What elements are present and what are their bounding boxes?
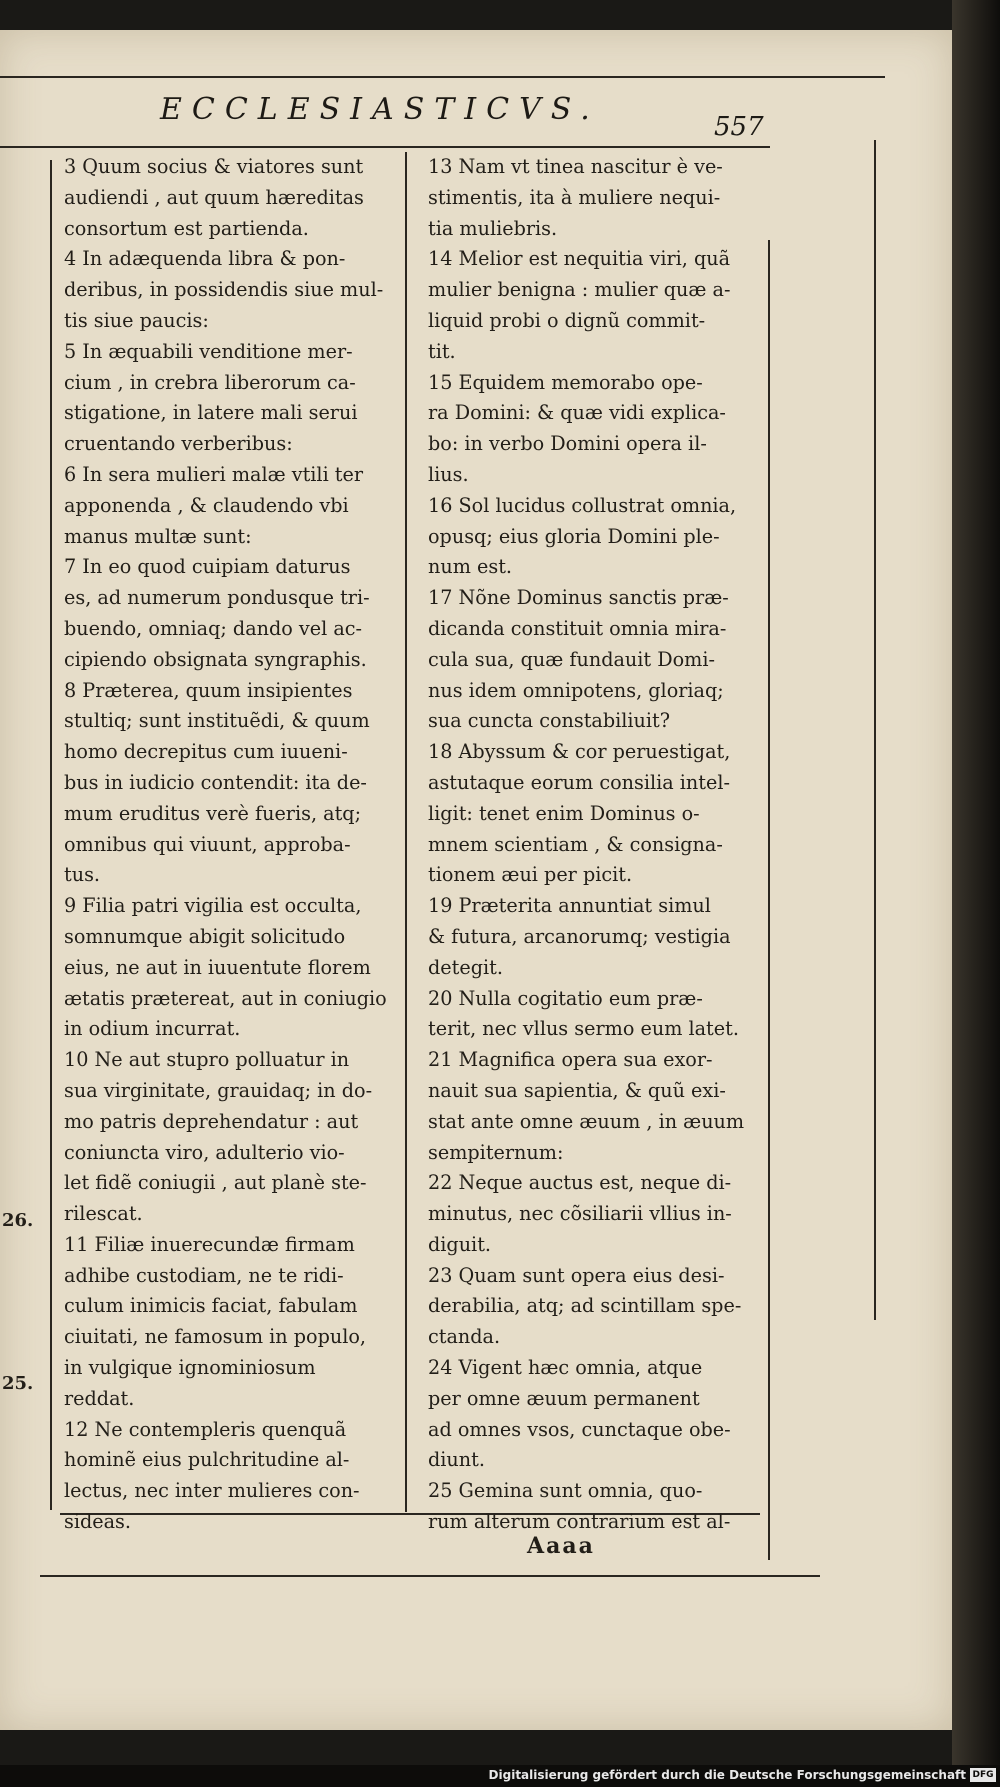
text-line: dicanda constituit omnia mira- [428,616,727,640]
text-line: cipiendo obsignata syngraphis. [64,647,367,671]
outer-right-rule [874,140,876,1320]
header-rule-top [0,76,885,78]
text-line: deribus, in possidendis siue mul- [64,278,384,302]
text-line: cium , in crebra liberorum ca- [64,370,356,394]
text-line: tionem æui per picit. [428,863,633,887]
text-line: sideas. [64,1510,132,1534]
text-line: 8 Præterea, quum insipientes [64,678,353,702]
column-divider [405,152,407,1512]
text-line: lectus, nec inter mulieres con- [64,1479,360,1503]
text-line: tit. [428,339,456,363]
text-line: 21 Magnifica opera sua exor- [428,1048,713,1072]
catchword-rule [40,1575,820,1577]
text-line: ra Domini: & quæ vidi explica- [428,401,726,425]
text-line: ligit: tenet enim Dominus o- [428,801,700,825]
margin-note: 26. [2,1210,34,1231]
text-line: per omne æuum permanent [428,1386,700,1410]
catchword: Aaaa [527,1533,595,1559]
text-line: 5 In æquabili venditione mer- [64,339,353,363]
text-line: detegit. [428,955,503,979]
text-line: sempiternum: [428,1140,564,1164]
left-frame-rule [50,160,52,1510]
text-line: culum inimicis faciat, fabulam [64,1294,358,1318]
text-line: let fidẽ coniugii , aut planè ste- [64,1171,367,1195]
text-line: 24 Vigent hæc omnia, atque [428,1356,703,1380]
text-line: sua cuncta constabiliuit? [428,709,671,733]
text-line: 19 Præterita annuntiat simul [428,894,711,918]
text-line: mnem scientiam , & consigna- [428,832,723,856]
dfg-logo: DFG [970,1768,996,1782]
text-line: stigatione, in latere mali serui [64,401,358,425]
text-line: somnumque abigit solicitudo [64,924,346,948]
text-line: cula sua, quæ fundauit Domi- [428,647,715,671]
text-line: 18 Abyssum & cor peruestigat, [428,740,731,764]
text-line: opusq; eius gloria Domini ple- [428,524,720,548]
text-line: tis siue paucis: [64,308,209,332]
running-title: ECCLESIASTICVS. [160,92,600,127]
text-line: 6 In sera mulieri malæ vtili ter [64,462,364,486]
text-line: 11 Filiæ inuerecundæ firmam [64,1232,355,1256]
text-line: 17 Nõne Dominus sanctis præ- [428,586,729,610]
text-line: stat ante omne æuum , in æuum [428,1109,745,1133]
text-line: tia muliebris. [428,216,558,240]
text-line: mo patris deprehendatur : aut [64,1109,359,1133]
text-line: 15 Equidem memorabo ope- [428,370,703,394]
text-line: 14 Melior est nequitia viri, quã [428,247,731,271]
text-line: tus. [64,863,101,887]
text-line: diunt. [428,1448,485,1472]
text-line: buendo, omniaq; dando vel ac- [64,616,363,640]
text-line: bus in iudicio contendit: ita de- [64,770,367,794]
text-line: cruentando verberibus: [64,432,293,456]
text-line: stultiq; sunt instituẽdi, & quum [64,709,370,733]
text-line: apponenda , & claudendo vbi [64,493,349,517]
text-line: es, ad numerum pondusque tri- [64,586,370,610]
right-text-column [428,152,744,1538]
text-line: 12 Ne contempleris quenquã [64,1417,347,1441]
text-line: ætatis prætereat, aut in coniugio [64,986,387,1010]
text-line: in odium incurrat. [64,1017,241,1041]
text-line: in vulgique ignominiosum [64,1356,316,1380]
text-line: 13 Nam vt tinea nascitur è ve- [428,155,723,178]
text-line: minutus, nec cõsiliarii vllius in- [428,1202,732,1226]
text-line: 16 Sol lucidus collustrat omnia, [428,493,737,517]
text-line: liquid probi o dignũ commit- [428,308,706,332]
text-line: consortum est partienda. [64,216,309,240]
text-line: bo: in verbo Domini opera il- [428,432,707,456]
text-line: ctanda. [428,1325,501,1349]
text-line: 4 In adæquenda libra & pon- [64,247,346,271]
text-line: rum alterum contrarium est al- [428,1510,731,1534]
text-line: ciuitati, ne famosum in populo, [64,1325,367,1349]
text-line: manus multæ sunt: [64,524,252,548]
text-line: eius, ne aut in iuuentute florem [64,955,371,979]
text-line: audiendi , aut quum hæreditas [64,185,364,209]
text-line: ad omnes vsos, cunctaque obe- [428,1417,731,1441]
left-text-column [64,152,387,1538]
text-line: 22 Neque auctus est, neque di- [428,1171,732,1195]
right-frame-rule [768,240,770,1560]
text-line: reddat. [64,1386,135,1410]
text-line: 25 Gemina sunt omnia, quo- [428,1479,703,1503]
text-line: nus idem omnipotens, gloriaq; [428,678,724,702]
page-number: 557 [714,112,764,142]
text-line: nauit sua sapientia, & quũ exi- [428,1078,726,1102]
text-line: mum eruditus verè fueris, atq; [64,801,362,825]
text-line: homo decrepitus cum iuueni- [64,740,348,764]
text-line: 9 Filia patri vigilia est occulta, [64,894,362,918]
text-line: derabilia, atq; ad scintillam spe- [428,1294,742,1318]
text-line: lius. [428,462,469,486]
header-rule-bottom [0,146,770,148]
text-line: 7 In eo quod cuipiam daturus [64,555,351,579]
text-line: 3 Quum socius & viatores sunt [64,155,364,178]
text-line: rilescat. [64,1202,143,1226]
text-line: terit, nec vllus sermo eum latet. [428,1017,739,1041]
text-line: 10 Ne aut stupro polluatur in [64,1048,350,1072]
text-line: astutaque eorum consilia intel- [428,770,730,794]
text-line: stimentis, ita à muliere nequi- [428,185,721,209]
text-line: diguit. [428,1232,492,1256]
text-line: hominẽ eius pulchritudine al- [64,1448,350,1472]
text-line: sua virginitate, grauidaq; in do- [64,1078,373,1102]
text-line: 23 Quam sunt opera eius desi- [428,1263,725,1287]
text-line: mulier benigna : mulier quæ a- [428,278,731,302]
scan-edge [952,0,1000,1787]
text-line: adhibe custodiam, ne te ridi- [64,1263,344,1287]
digitization-credit: Digitalisierung gefördert durch die Deutsche Forschungsgemeinschaft [488,1768,966,1782]
margin-note: 25. [2,1373,34,1394]
text-line: omnibus qui viuunt, approba- [64,832,351,856]
text-line: 20 Nulla cogitatio eum præ- [428,986,703,1010]
text-line: & futura, arcanorumq; vestigia [428,924,731,948]
text-line: num est. [428,555,513,579]
text-line: coniuncta viro, adulterio vio- [64,1140,345,1164]
